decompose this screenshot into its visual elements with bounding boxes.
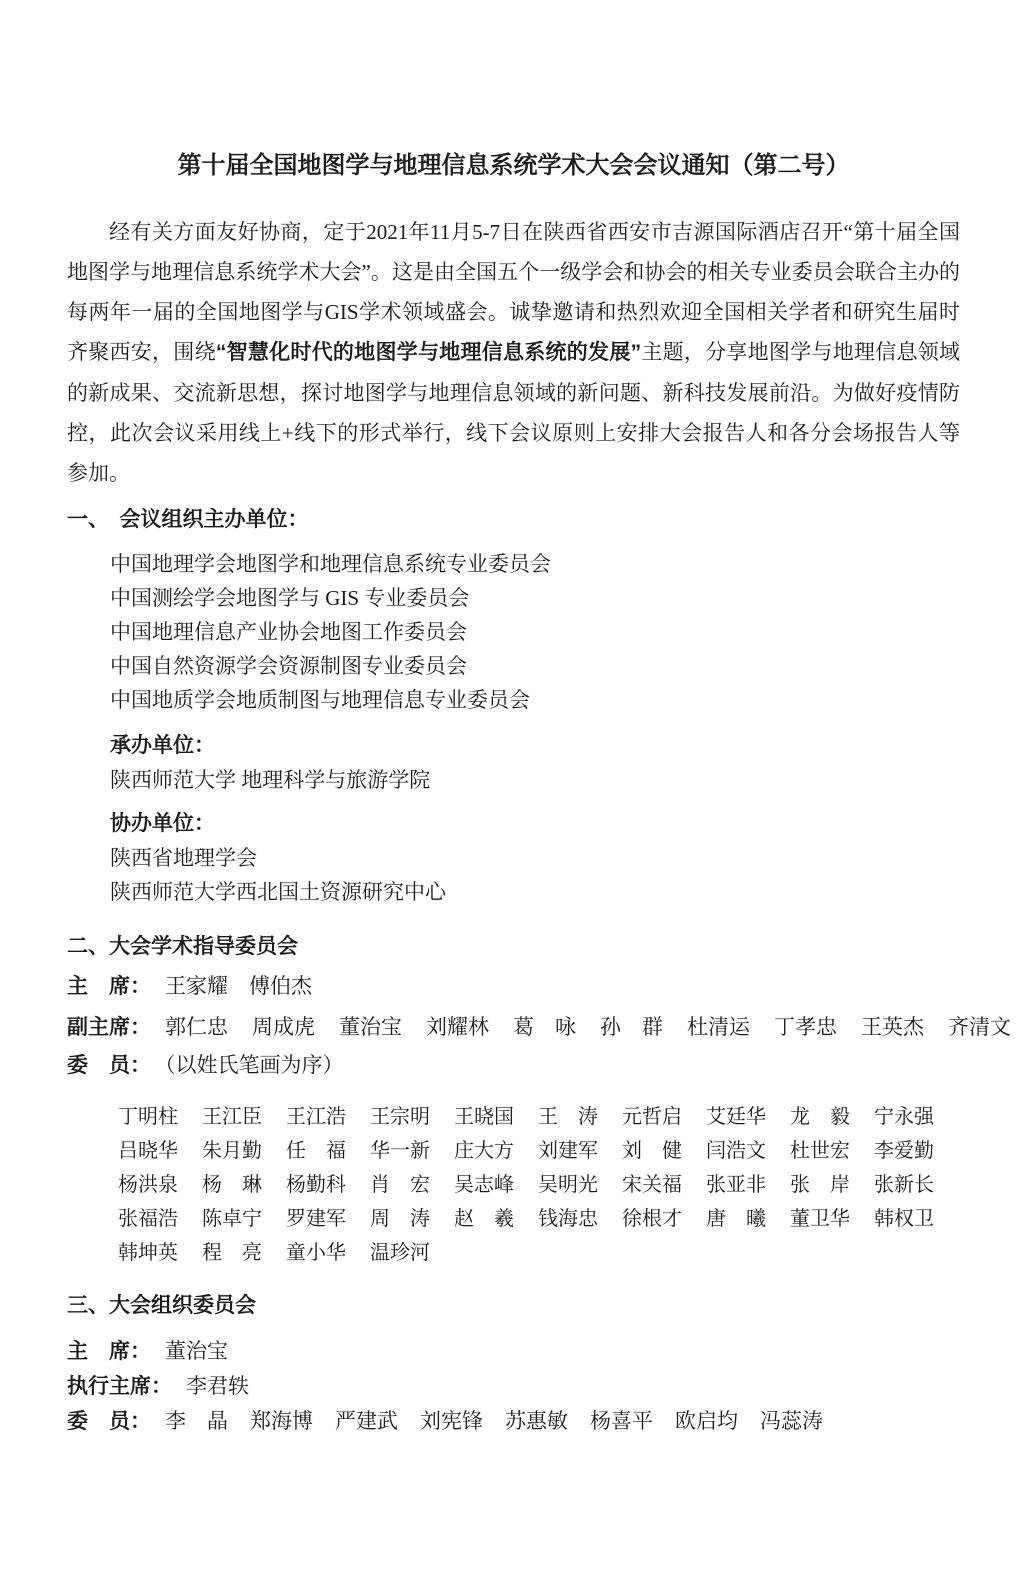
member-name: 杨 琳 (202, 1174, 262, 1196)
document-page (0, 148, 1024, 1439)
org-member-names (165, 1409, 845, 1433)
member-name: 杜世宏 (790, 1140, 850, 1162)
member-name: 吕晓华 (118, 1140, 178, 1162)
member-name: 温珍河 (370, 1242, 430, 1264)
intro-text-1: 经有关方面友好协商，定于2021年11月5-7日在陕西省西安市吉源国际酒店召开“第十届全国地图学与地理信息系统学术大会”。这是由全国五个一级学会和协会的相关专业委员会联合主办的每两年一届的全国地图学与GIS学术领域盛会。诚挚邀请和热烈欢迎全国相关学者和研究生届时齐聚西安，围绕 (67, 220, 960, 364)
organizer-item: 中国测绘学会地图学与 GIS 专业委员会 (110, 586, 470, 610)
member-label: 委 员： (67, 1054, 151, 1077)
vice-chair-names (165, 1015, 1024, 1039)
member-name: 华一新 (370, 1140, 430, 1162)
section-3-heading: 三、大会组织委员会 (67, 1294, 256, 1317)
organizer-list (110, 547, 960, 717)
member-name: 张 岸 (790, 1174, 850, 1196)
vice-chair-label: 副主席： (67, 1016, 151, 1039)
org-member-row (67, 1404, 960, 1439)
member-name: 王江臣 (202, 1106, 262, 1128)
page-title: 第十届全国地图学与地理信息系统学术大会会议通知（第二号） (177, 152, 850, 179)
cohost-item: 陕西师范大学西北国土资源研究中心 (110, 880, 446, 904)
member-name: 杨洪泉 (118, 1174, 178, 1196)
org-member-name: 严建武 (335, 1409, 398, 1433)
member-name: 庄大方 (454, 1140, 514, 1162)
member-label-row (67, 1048, 960, 1083)
cohost-item: 陕西省地理学会 (110, 846, 257, 870)
academic-member-grid (118, 1100, 960, 1270)
intro-theme-highlight: “智慧化时代的地图学与地理信息系统的发展” (215, 341, 642, 364)
member-name: 朱月勤 (202, 1140, 262, 1162)
member-name: 杨勤科 (286, 1174, 346, 1196)
organizer-item: 中国自然资源学会资源制图专业委员会 (110, 654, 467, 678)
member-order-note: （以姓氏笔画为序） (165, 1053, 344, 1077)
vice-chair-name: 周成虎 (252, 1015, 315, 1039)
member-name: 童小华 (286, 1242, 346, 1264)
member-name: 艾廷华 (706, 1106, 766, 1128)
member-name: 元哲启 (622, 1106, 682, 1128)
vice-chair-name: 齐清文 (948, 1015, 1011, 1039)
member-name: 王 涛 (538, 1106, 598, 1128)
member-name: 徐根才 (622, 1208, 682, 1230)
vice-chair-name: 刘耀林 (426, 1015, 489, 1039)
member-name: 龙 毅 (790, 1106, 850, 1128)
member-name: 刘 健 (622, 1140, 682, 1162)
vice-chair-row (67, 1010, 1011, 1045)
member-name: 陈卓宁 (202, 1208, 262, 1230)
org-chair-label: 主 席： (67, 1340, 151, 1363)
org-member-name: 苏惠敏 (505, 1409, 568, 1433)
member-name: 王宗明 (370, 1106, 430, 1128)
member-name: 程 亮 (202, 1242, 262, 1264)
org-chair-row (67, 1334, 960, 1369)
org-chair-name: 董治宝 (165, 1339, 228, 1363)
member-name: 吴明光 (538, 1174, 598, 1196)
vice-chair-name: 丁孝忠 (774, 1015, 837, 1039)
org-member-label: 委 员： (67, 1410, 151, 1433)
member-name: 丁明柱 (118, 1106, 178, 1128)
member-name: 唐 曦 (706, 1208, 766, 1230)
member-name: 肖 宏 (370, 1174, 430, 1196)
organizer-item: 中国地质学会地质制图与地理信息专业委员会 (110, 688, 530, 712)
member-name: 闫浩文 (706, 1140, 766, 1162)
member-name: 李爱勤 (874, 1140, 934, 1162)
member-name: 罗建军 (286, 1208, 346, 1230)
member-name: 韩权卫 (874, 1208, 934, 1230)
member-name: 王江浩 (286, 1106, 346, 1128)
member-name: 宁永强 (874, 1106, 934, 1128)
member-name: 任 福 (286, 1140, 346, 1162)
exec-chair-row (67, 1369, 960, 1404)
member-name: 刘建军 (538, 1140, 598, 1162)
vice-chair-name: 孙 群 (600, 1015, 663, 1039)
intro-paragraph (67, 212, 960, 493)
vice-chair-name: 郭仁忠 (165, 1015, 228, 1039)
vice-chair-name: 葛 咏 (513, 1015, 576, 1039)
academic-chair-row (67, 969, 960, 1004)
org-member-name: 郑海博 (250, 1409, 313, 1433)
intro-text-2: 主题，分享地图学与地理信息领域的新成果、交流新思想，探讨地图学与地理信息领域的新问题、新科技发展前沿。为做好疫情防控，此次会议采用线上+线下的形式举行，线下会议原则上安排大会报告人和各分会场报告人等参加。 (67, 340, 961, 485)
member-name: 王晓国 (454, 1106, 514, 1128)
vice-chair-name: 王英杰 (861, 1015, 924, 1039)
org-member-name: 刘宪锋 (420, 1409, 483, 1433)
member-name: 钱海忠 (538, 1208, 598, 1230)
member-name: 韩坤英 (118, 1242, 178, 1264)
member-name: 张亚非 (706, 1174, 766, 1196)
org-member-name: 欧启均 (675, 1409, 738, 1433)
member-name: 吴志峰 (454, 1174, 514, 1196)
host-label: 承办单位： (110, 734, 215, 757)
organizer-item: 中国地理学会地图学和地理信息系统专业委员会 (110, 552, 551, 576)
member-name: 宋关福 (622, 1174, 682, 1196)
member-name: 赵 羲 (454, 1208, 514, 1230)
cohost-label: 协办单位： (110, 812, 215, 835)
vice-chair-name: 董治宝 (339, 1015, 402, 1039)
member-name: 董卫华 (790, 1208, 850, 1230)
org-member-name: 冯蕊涛 (760, 1409, 823, 1433)
chair-names: 王家耀 傅伯杰 (165, 974, 312, 998)
section-1-heading: 一、 会议组织主办单位： (67, 508, 309, 531)
chair-label: 主 席： (67, 975, 151, 998)
exec-chair-name: 李君轶 (186, 1374, 249, 1398)
org-member-name: 李 晶 (165, 1409, 228, 1433)
member-name: 张福浩 (118, 1208, 178, 1230)
vice-chair-name: 杜清运 (687, 1015, 750, 1039)
exec-chair-label: 执行主席： (67, 1375, 172, 1398)
member-name: 张新长 (874, 1174, 934, 1196)
member-name: 周 涛 (370, 1208, 430, 1230)
host-name: 陕西师范大学 地理科学与旅游学院 (110, 768, 431, 792)
org-member-name: 杨喜平 (590, 1409, 653, 1433)
section-2-heading: 二、大会学术指导委员会 (67, 935, 298, 958)
organizer-item: 中国地理信息产业协会地图工作委员会 (110, 620, 467, 644)
